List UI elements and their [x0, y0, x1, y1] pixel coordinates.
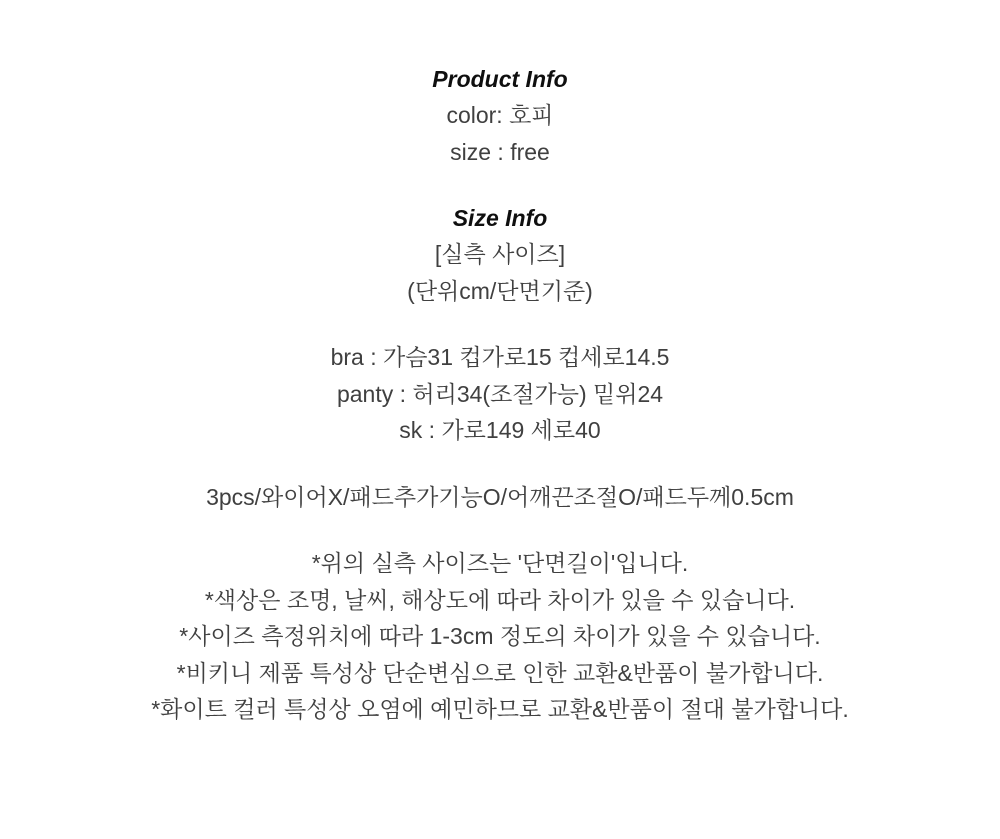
- product-size-line: size : free: [450, 138, 550, 165]
- measurement-bra-line: bra : 가슴31 컵가로15 컵세로14.5: [330, 344, 670, 370]
- composition-spec-line: 3pcs/와이어X/패드추가기능O/어깨끈조절O/패드두께0.5cm: [206, 483, 794, 510]
- size-info-title: Size Info: [452, 205, 548, 231]
- composition-section: [0, 479, 1000, 516]
- notes-section: [0, 545, 1000, 728]
- measurement-skirt-line: sk : 가로149 세로40: [399, 417, 601, 443]
- measurements-section: [0, 339, 1000, 449]
- note-bikini-no-return: *비키니 제품 특성상 단순변심으로 인한 교환&반품이 불가합니다.: [176, 659, 824, 686]
- product-color-line: color: 호피: [446, 102, 554, 128]
- product-info-title: Product Info: [432, 66, 568, 92]
- size-info-subtitle: [실측 사이즈]: [434, 241, 566, 267]
- note-color-difference: *색상은 조명, 날씨, 해상도에 따라 차이가 있을 수 있습니다.: [204, 586, 796, 613]
- note-white-no-return: *화이트 컬러 특성상 오염에 예민하므로 교환&반품이 절대 불가합니다.: [151, 696, 849, 722]
- measurement-panty-line: panty : 허리34(조절가능) 밑위24: [336, 380, 664, 407]
- size-info-unit-note: (단위cm/단면기준): [407, 277, 593, 304]
- note-measure-basis: *위의 실측 사이즈는 '단면길이'입니다.: [311, 550, 689, 576]
- product-info-section: [0, 61, 1000, 170]
- note-size-tolerance: *사이즈 측정위치에 따라 1-3cm 정도의 차이가 있을 수 있습니다.: [179, 623, 821, 649]
- size-info-section: [0, 200, 1000, 309]
